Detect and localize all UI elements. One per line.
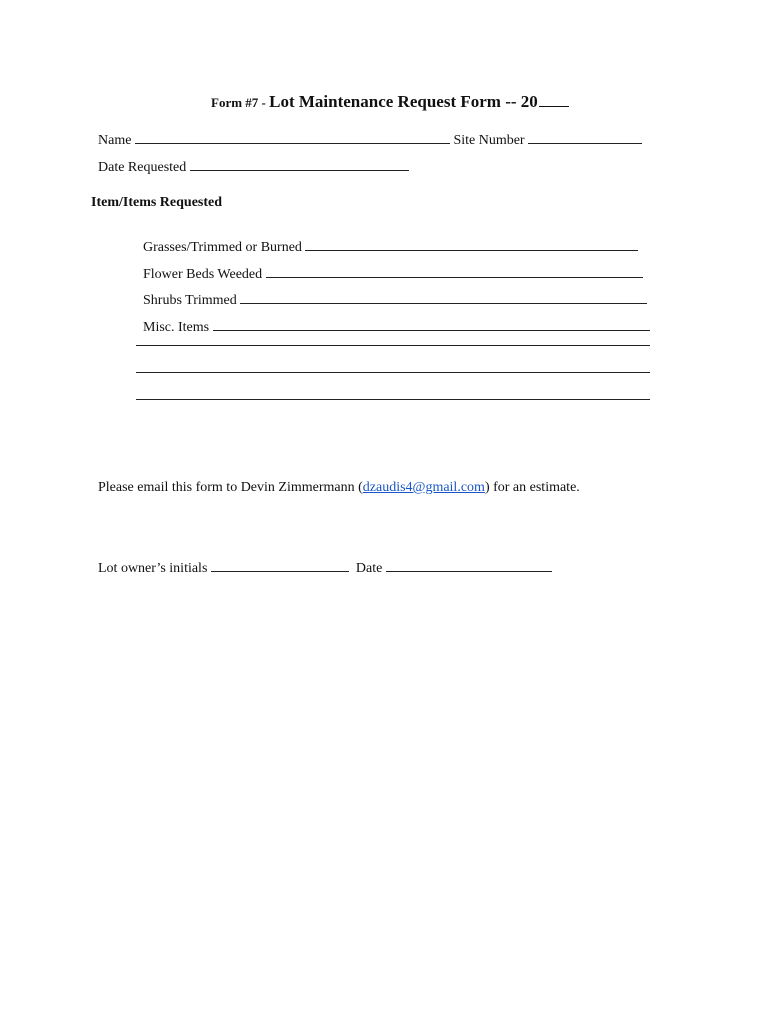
item-label-grasses: Grasses/Trimmed or Burned [143, 240, 306, 255]
signoff-row [91, 543, 552, 577]
date-requested-field[interactable] [190, 158, 409, 171]
site-number-field[interactable] [528, 131, 642, 144]
item-row-misc [136, 302, 650, 336]
signoff-date-label: Date [355, 561, 386, 576]
instructions-before: Please email this form to Devin Zimmermann ( [98, 480, 363, 495]
item-field-misc[interactable] [213, 318, 650, 331]
misc-extra-line-3[interactable] [136, 399, 650, 400]
email-link[interactable]: dzaudis4@gmail.com [362, 480, 485, 495]
instructions [91, 464, 580, 496]
signoff-date-field[interactable] [386, 559, 552, 572]
misc-extra-line-2[interactable] [136, 372, 650, 373]
year-blank[interactable] [539, 92, 569, 107]
form-title-main: Lot Maintenance Request Form -- 20 [269, 92, 538, 111]
initials-field[interactable] [211, 559, 349, 572]
form-number: Form #7 - [211, 95, 270, 110]
name-label: Name [98, 133, 135, 148]
item-label-misc: Misc. Items [143, 320, 213, 335]
item-label-shrubs: Shrubs Trimmed [143, 293, 241, 308]
items-heading: Item/Items Requested [91, 195, 223, 210]
misc-extra-line-1[interactable] [136, 345, 650, 346]
date-requested-row [91, 142, 409, 176]
site-number-label: Site Number [449, 133, 529, 148]
instructions-after: ) for an estimate. [484, 480, 580, 495]
item-label-flower-beds: Flower Beds Weeded [143, 267, 266, 282]
date-requested-label: Date Requested [98, 160, 190, 175]
form-title [204, 76, 569, 112]
initials-label: Lot owner’s initials [98, 561, 211, 576]
